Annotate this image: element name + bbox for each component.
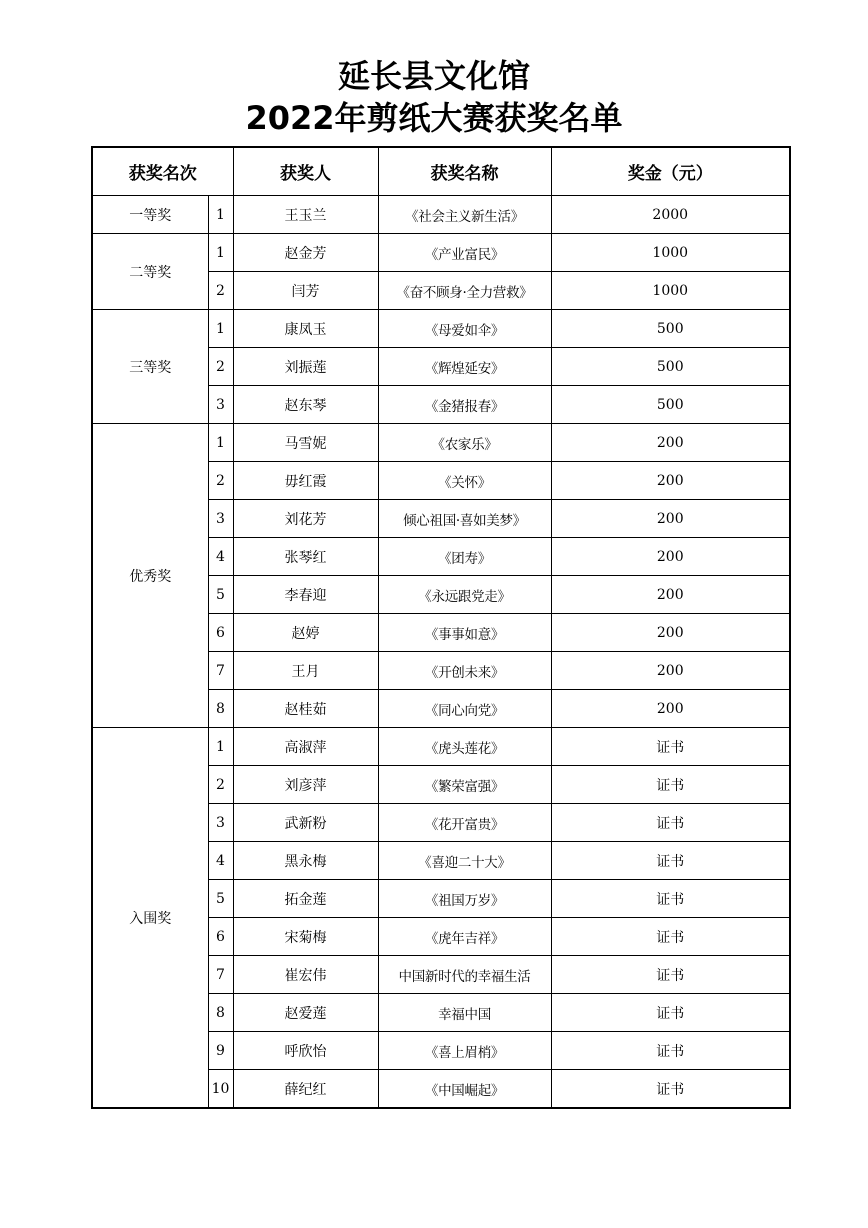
- work-title-cell: 《祖国万岁》: [378, 880, 551, 918]
- award-level-cell: 三等奖: [92, 310, 208, 424]
- winner-cell: 黑永梅: [233, 842, 378, 880]
- rank-number-cell: 4: [208, 538, 233, 576]
- prize-cell: 500: [551, 310, 790, 348]
- winner-cell: 马雪妮: [233, 424, 378, 462]
- rank-number-cell: 1: [208, 196, 233, 234]
- rank-number-cell: 3: [208, 804, 233, 842]
- work-title-cell: 《中国崛起》: [378, 1070, 551, 1109]
- work-title-cell: 《关怀》: [378, 462, 551, 500]
- work-title-cell: 《辉煌延安》: [378, 348, 551, 386]
- work-title-cell: 《事事如意》: [378, 614, 551, 652]
- table-body: [92, 196, 790, 1109]
- prize-cell: 证书: [551, 880, 790, 918]
- winner-cell: 薛纪红: [233, 1070, 378, 1109]
- winner-cell: 刘彦萍: [233, 766, 378, 804]
- winner-cell: 呼欣怡: [233, 1032, 378, 1070]
- rank-number-cell: 3: [208, 386, 233, 424]
- rank-number-cell: 1: [208, 424, 233, 462]
- rank-number-cell: 7: [208, 956, 233, 994]
- prize-cell: 证书: [551, 842, 790, 880]
- header-work: 获奖名称: [378, 147, 551, 196]
- table-row: [92, 234, 790, 272]
- winner-cell: 赵桂茹: [233, 690, 378, 728]
- prize-cell: 证书: [551, 1070, 790, 1109]
- header-rank: 获奖名次: [92, 147, 233, 196]
- winner-cell: 毋红霞: [233, 462, 378, 500]
- prize-cell: 200: [551, 500, 790, 538]
- rank-number-cell: 1: [208, 728, 233, 766]
- winner-cell: 赵东琴: [233, 386, 378, 424]
- work-title-cell: 《永远跟党走》: [378, 576, 551, 614]
- winner-cell: 拓金莲: [233, 880, 378, 918]
- work-title-cell: 倾心祖国·喜如美梦》: [378, 500, 551, 538]
- winner-cell: 闫芳: [233, 272, 378, 310]
- work-title-cell: 《虎头莲花》: [378, 728, 551, 766]
- page-subtitle: 2022年剪纸大赛获奖名单: [245, 99, 623, 137]
- table-row: [92, 310, 790, 348]
- winner-cell: 崔宏伟: [233, 956, 378, 994]
- winner-cell: 张琴红: [233, 538, 378, 576]
- table-row: [92, 196, 790, 234]
- work-title-cell: 《产业富民》: [378, 234, 551, 272]
- award-level-cell: 入围奖: [92, 728, 208, 1109]
- award-level-cell: 优秀奖: [92, 424, 208, 728]
- prize-cell: 证书: [551, 804, 790, 842]
- rank-number-cell: 6: [208, 614, 233, 652]
- rank-number-cell: 2: [208, 272, 233, 310]
- winner-cell: 赵爱莲: [233, 994, 378, 1032]
- work-title-cell: 《农家乐》: [378, 424, 551, 462]
- rank-number-cell: 2: [208, 348, 233, 386]
- work-title-cell: 《繁荣富强》: [378, 766, 551, 804]
- prize-cell: 证书: [551, 994, 790, 1032]
- rank-number-cell: 6: [208, 918, 233, 956]
- page-title: 延长县文化馆: [337, 57, 530, 95]
- prize-cell: 200: [551, 690, 790, 728]
- work-title-cell: 《团寿》: [378, 538, 551, 576]
- rank-number-cell: 5: [208, 576, 233, 614]
- work-title-cell: 《同心向党》: [378, 690, 551, 728]
- winner-cell: 宋菊梅: [233, 918, 378, 956]
- prize-cell: 1000: [551, 234, 790, 272]
- prize-cell: 2000: [551, 196, 790, 234]
- awards-table: [91, 146, 791, 1109]
- work-title-cell: 《奋不顾身·全力营救》: [378, 272, 551, 310]
- prize-cell: 200: [551, 652, 790, 690]
- rank-number-cell: 2: [208, 462, 233, 500]
- rank-number-cell: 2: [208, 766, 233, 804]
- winner-cell: 王玉兰: [233, 196, 378, 234]
- work-title-cell: 《虎年吉祥》: [378, 918, 551, 956]
- winner-cell: 王月: [233, 652, 378, 690]
- award-level-cell: 一等奖: [92, 196, 208, 234]
- work-title-cell: 《喜迎二十大》: [378, 842, 551, 880]
- rank-number-cell: 5: [208, 880, 233, 918]
- rank-number-cell: 9: [208, 1032, 233, 1070]
- rank-number-cell: 10: [208, 1070, 233, 1109]
- winner-cell: 高淑萍: [233, 728, 378, 766]
- work-title-cell: 《开创未来》: [378, 652, 551, 690]
- rank-number-cell: 1: [208, 234, 233, 272]
- prize-cell: 证书: [551, 918, 790, 956]
- prize-cell: 200: [551, 576, 790, 614]
- rank-number-cell: 3: [208, 500, 233, 538]
- prize-cell: 证书: [551, 728, 790, 766]
- winner-cell: 武新粉: [233, 804, 378, 842]
- table-row: [92, 728, 790, 766]
- header-winner: 获奖人: [233, 147, 378, 196]
- work-title-cell: 幸福中国: [378, 994, 551, 1032]
- rank-number-cell: 4: [208, 842, 233, 880]
- work-title-cell: 《母爱如伞》: [378, 310, 551, 348]
- work-title-cell: 《金猪报春》: [378, 386, 551, 424]
- rank-number-cell: 8: [208, 994, 233, 1032]
- table-row: [92, 424, 790, 462]
- rank-number-cell: 8: [208, 690, 233, 728]
- award-level-cell: 二等奖: [92, 234, 208, 310]
- header-prize: 奖金（元）: [551, 147, 790, 196]
- winner-cell: 赵婷: [233, 614, 378, 652]
- prize-cell: 证书: [551, 1032, 790, 1070]
- prize-cell: 500: [551, 386, 790, 424]
- winner-cell: 康凤玉: [233, 310, 378, 348]
- prize-cell: 200: [551, 538, 790, 576]
- work-title-cell: 《花开富贵》: [378, 804, 551, 842]
- prize-cell: 证书: [551, 766, 790, 804]
- work-title-cell: 《喜上眉梢》: [378, 1032, 551, 1070]
- winner-cell: 李春迎: [233, 576, 378, 614]
- prize-cell: 500: [551, 348, 790, 386]
- work-title-cell: 《社会主义新生活》: [378, 196, 551, 234]
- work-title-cell: 中国新时代的幸福生活: [378, 956, 551, 994]
- winner-cell: 刘花芳: [233, 500, 378, 538]
- rank-number-cell: 1: [208, 310, 233, 348]
- prize-cell: 1000: [551, 272, 790, 310]
- prize-cell: 证书: [551, 956, 790, 994]
- prize-cell: 200: [551, 462, 790, 500]
- rank-number-cell: 7: [208, 652, 233, 690]
- winner-cell: 刘振莲: [233, 348, 378, 386]
- prize-cell: 200: [551, 424, 790, 462]
- winner-cell: 赵金芳: [233, 234, 378, 272]
- prize-cell: 200: [551, 614, 790, 652]
- table-header-row: [92, 147, 790, 196]
